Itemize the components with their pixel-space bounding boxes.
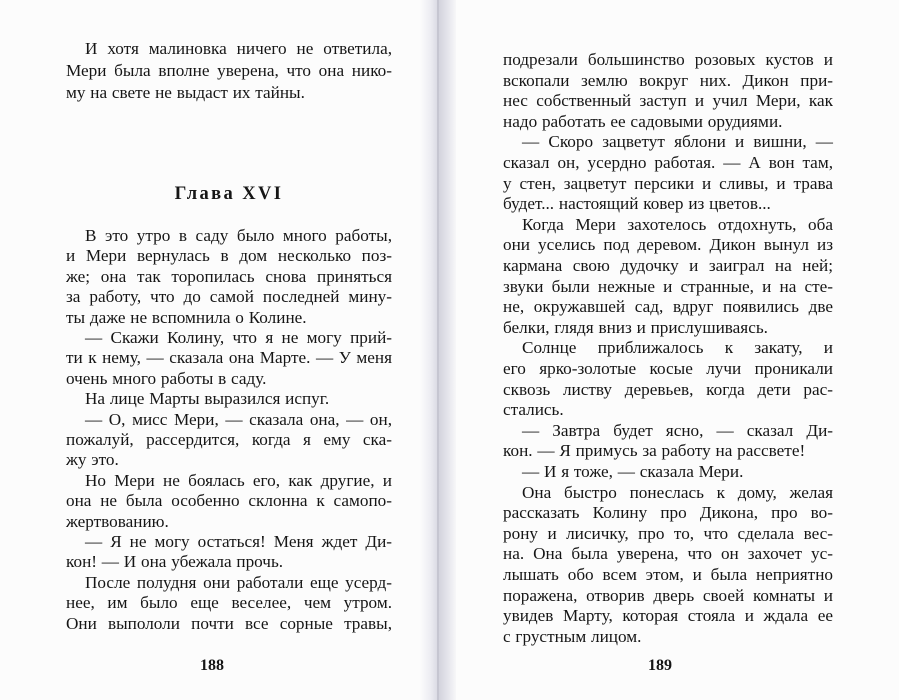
text-line: его ярко-золотые косые лучи проникали [503,359,833,378]
text-line: нее, им было еще веселее, чем утром. [66,593,392,613]
text-line: не, окружавшей сад, вдруг появились две [503,297,833,317]
text-line: ты даже не вспомнила о Колине. [66,307,307,327]
text-line: Они выпололи почти все сорные травы, [66,613,392,633]
text-line: нес собственный заступ и учил Мери, как [503,91,833,111]
text-line: жу это. [66,450,119,470]
text-line: стались. [503,400,564,420]
text-line: му на свете не выдаст их тайны. [66,83,305,102]
text-line: Когда Мери захотелось отдохнуть, оба [522,214,833,234]
text-line: кон! — И она убежала прочь. [66,552,284,572]
text-line: — Скоро зацветут яблони и вишни, — [522,132,833,152]
text-line: Она быстро понеслась к дому, желая [522,482,833,502]
text-line: и Мери вернулась в дом несколько поз- [66,246,392,266]
text-line: ти к нему, — сказала она Марте. — У меня [66,348,392,368]
text-line: у стен, зацветут персики и сливы, и трава [503,173,833,193]
book-gutter [420,0,456,700]
text-line: — Я не могу остаться! Меня ждет Ди- [85,532,392,551]
page-number: 188 [200,657,224,674]
text-line: с грустным лицом. [503,626,642,646]
text-line: В это утро в саду было много работы, [85,226,392,245]
text-line: Мери была вполне уверена, что она нико- [66,61,392,80]
text-line: же; она так торопилась снова приняться [66,266,392,286]
text-line: белки, глядя вниз и прислушиваясь. [503,317,768,337]
text-line: Солнце приближалось к закату, и [522,338,833,358]
text-line: подрезали большинство розовых кустов и [503,50,833,69]
page-number: 189 [648,657,672,674]
text-line: кон. — Я примусь за работу на рассвете! [503,441,806,461]
text-line: Но Мери не боялась его, как другие, и [85,470,392,490]
chapter-title: Глава XVI [174,184,284,204]
right-page [503,0,833,700]
left-page [66,0,392,700]
text-line: И хотя малиновка ничего не ответила, [85,39,392,58]
text-line: — И я тоже, — сказала Мери. [522,462,744,481]
text-line: будет... настоящий ковер из цветов... [503,194,771,214]
text-line: рассказать Колину про Дикона, про во- [503,503,833,523]
text-line: лышать обо всем этом, и была неприятно [503,565,833,584]
text-line: вскопали землю вокруг них. Дикон при- [503,70,833,90]
text-line: звуки были нежные и странные, и на сте- [503,276,833,296]
text-line: поражена, отворив дверь своей комнаты и [503,585,833,605]
text-line: жертвованию. [66,511,169,531]
text-line: за работу, что до самой последней мину- [66,287,392,307]
text-line: рону и лисичку, про то, что сделала вес- [503,523,833,543]
text-line: — Завтра будет ясно, — сказал Ди- [522,420,833,440]
text-line: увидев Марту, которая стояла и ждала ее [503,606,833,626]
text-line: — О, мисс Мери, — сказала она, — он, [85,409,392,429]
text-line: кармана свою дудочку и заиграл на ней; [503,256,833,275]
text-line: сказал он, усердно работая. — А вон там, [503,153,833,172]
text-line: они уселись под деревом. Дикон вынул из [503,235,833,255]
text-line: После полудня они работали еще усерд- [85,572,392,592]
text-line: пожалуй, рассердится, когда я ему ска- [66,430,392,449]
text-line: надо работать ее садовыми орудиями. [503,111,783,131]
text-line: сквозь листву деревьев, когда дети рас- [503,379,833,399]
text-line: очень много работы в саду. [66,368,267,388]
text-line: на. Она была уверена, что он захочет ус- [503,544,833,564]
text-line: — Скажи Колину, что я не могу прий- [85,328,392,347]
text-line: она не была особенно склонна к самопо- [66,491,392,511]
text-line: На лице Марты выразился испуг. [85,389,330,409]
